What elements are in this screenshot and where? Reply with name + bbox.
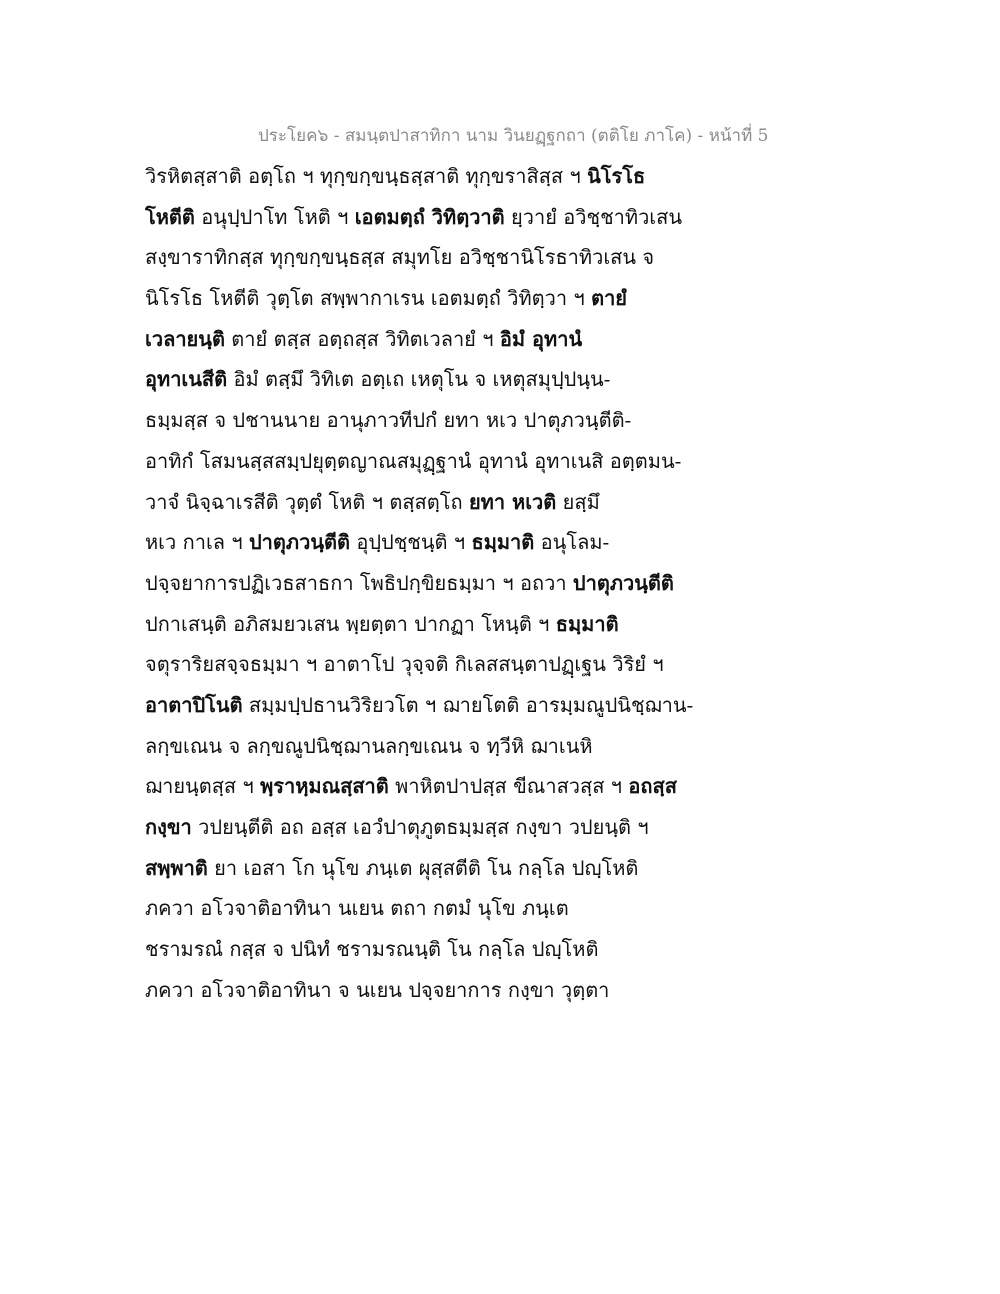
text-segment: ยา เอสา โก นุโข ภนฺเต ผุสฺสตีติ โน กลฺโล ปญฺโหติ bbox=[207, 855, 639, 880]
bold-term: ยทา หเวติ bbox=[468, 489, 557, 514]
text-segment: ชรามรณํ กสฺส จ ปนิทํ ชรามรณนฺติ โน กลฺโล ปญฺโหติ bbox=[145, 937, 599, 962]
text-segment: ลกฺขเณน จ ลกฺขณูปนิชฺฌานลกฺขเณน จ ทฺวีหิ ฌาเนหิ bbox=[145, 733, 593, 758]
text-segment: อนุปฺปาโท โหติ ฯ bbox=[194, 204, 355, 229]
text-line bbox=[145, 970, 725, 1011]
text-line bbox=[145, 197, 725, 238]
text-line bbox=[145, 726, 725, 767]
text-line bbox=[145, 563, 725, 604]
text-segment: อนุโลม- bbox=[534, 530, 610, 555]
text-segment: วาจํ นิจฺฉาเรสีติ วุตฺตํ โหติ ฯ ตสฺสตฺโถ bbox=[145, 489, 469, 514]
text-segment: ยสฺมึ bbox=[556, 489, 600, 514]
text-segment: ภควา อโวจาติอาทินา นเยน ตถา กตมํ นุโข ภนฺเต bbox=[145, 896, 569, 921]
text-line bbox=[145, 359, 725, 400]
text-segment: ฌายนฺตสฺส ฯ bbox=[145, 774, 261, 799]
text-line bbox=[145, 482, 725, 523]
text-segment: อิมํ ตสฺมึ วิทิเต อตฺเถ เหตุโน จ เหตุสมุปฺปนฺน- bbox=[227, 367, 611, 392]
text-line bbox=[145, 766, 725, 807]
text-segment: วิรหิตสฺสาติ อตฺโถ ฯ ทุกฺขกฺขนฺธสฺสาติ ทุกฺขราสิสฺส ฯ bbox=[145, 164, 588, 188]
text-segment: ภควา อโวจาติอาทินา จ นเยน ปจฺจยาการ กงฺขา วุตฺตา bbox=[145, 977, 610, 1002]
bold-term: อถสฺส bbox=[628, 774, 677, 799]
bold-term: ปาตุภวนฺตีติ bbox=[248, 530, 350, 555]
text-segment: ปจฺจยาการปฏิเวธสาธกา โพธิปกฺขิยธมฺมา ฯ อถวา bbox=[145, 570, 573, 595]
bold-term: เอตมตฺถํ วิทิตฺวาติ bbox=[354, 204, 505, 229]
bold-term: อิมํ อุทานํ bbox=[499, 326, 583, 351]
bold-term: ธมฺมาติ bbox=[555, 611, 619, 636]
text-segment: จตุราริยสจฺจธมฺมา ฯ อาตาโป วุจฺจติ กิเลสสนฺตาปฏฺเฐน วิริยํ ฯ bbox=[145, 652, 664, 677]
text-segment: วปยนฺตีติ อถ อสฺส เอวํปาตุภูตธมฺมสฺส กงฺขา วปยนฺติ ฯ bbox=[191, 815, 649, 839]
bold-term: เวลายนฺติ bbox=[145, 326, 225, 351]
body-text bbox=[145, 156, 725, 1010]
text-segment: อุปฺปชฺชนฺติ ฯ bbox=[349, 530, 472, 555]
text-line bbox=[145, 929, 725, 970]
running-header: ประโยค๖ - สมนฺตปาสาทิกา นาม วินยฏฺฐกถา (ตติโย ภาโค) - หน้าที่ 5 bbox=[258, 126, 769, 146]
text-line bbox=[145, 888, 725, 929]
text-line bbox=[145, 604, 725, 645]
text-segment: พาหิตปาปสฺส ขีณาสวสฺส ฯ bbox=[388, 774, 629, 799]
text-segment: สงฺขาราทิกสฺส ทุกฺขกฺขนฺธสฺส สมุทโย อวิชฺชานิโรธาทิวเสน จ bbox=[145, 245, 655, 270]
text-segment: หเว กาเล ฯ bbox=[145, 530, 249, 555]
text-line bbox=[145, 848, 725, 889]
text-segment: ยฺวายํ อวิชฺชาทิวเสน bbox=[504, 204, 683, 229]
text-line bbox=[145, 807, 725, 848]
bold-term: อาตาปิโนติ bbox=[145, 692, 243, 717]
text-line bbox=[145, 441, 725, 482]
text-line bbox=[145, 156, 725, 197]
text-line bbox=[145, 522, 725, 563]
bold-term: นิโรโธ bbox=[587, 164, 646, 188]
text-line bbox=[145, 278, 725, 319]
text-line bbox=[145, 685, 725, 726]
bold-term: สพฺพาติ bbox=[145, 855, 208, 880]
text-segment: สมฺมปฺปธานวิริยวโต ฯ ฌายโตติ อารมฺมณูปนิชฺฌาน- bbox=[242, 692, 694, 717]
text-segment: อาทิกํ โสมนสฺสสมฺปยุตฺตญาณสมุฏฺฐานํ อุทานํ อุทาเนสิ อตฺตมน- bbox=[145, 448, 682, 473]
bold-term: กงฺขา bbox=[145, 815, 192, 839]
text-segment: นิโรโธ โหตีติ วุตฺโต สพฺพากาเรน เอตมตฺถํ วิทิตฺวา ฯ bbox=[145, 286, 592, 311]
bold-term: ตายํ bbox=[591, 286, 628, 311]
bold-term: ปาตุภวนฺตีติ bbox=[572, 570, 674, 595]
bold-term: โหตีติ bbox=[145, 204, 195, 229]
text-line bbox=[145, 644, 725, 685]
bold-term: ธมฺมาติ bbox=[471, 530, 535, 555]
bold-term: พฺราหฺมณสฺสาติ bbox=[260, 774, 389, 799]
text-segment: ตายํ ตสฺส อตฺถสฺส วิทิตเวลายํ ฯ bbox=[224, 326, 500, 351]
text-segment: ธมฺมสฺส จ ปชานนาย อานุภาวทีปกํ ยทา หเว ปาตุภวนฺตีติ- bbox=[145, 408, 632, 433]
text-line bbox=[145, 319, 725, 360]
text-line bbox=[145, 237, 725, 278]
text-line bbox=[145, 400, 725, 441]
bold-term: อุทาเนสีติ bbox=[145, 367, 228, 392]
text-segment: ปกาเสนฺติ อภิสมยวเสน พฺยตฺตา ปากฏา โหนฺติ ฯ bbox=[145, 611, 556, 636]
